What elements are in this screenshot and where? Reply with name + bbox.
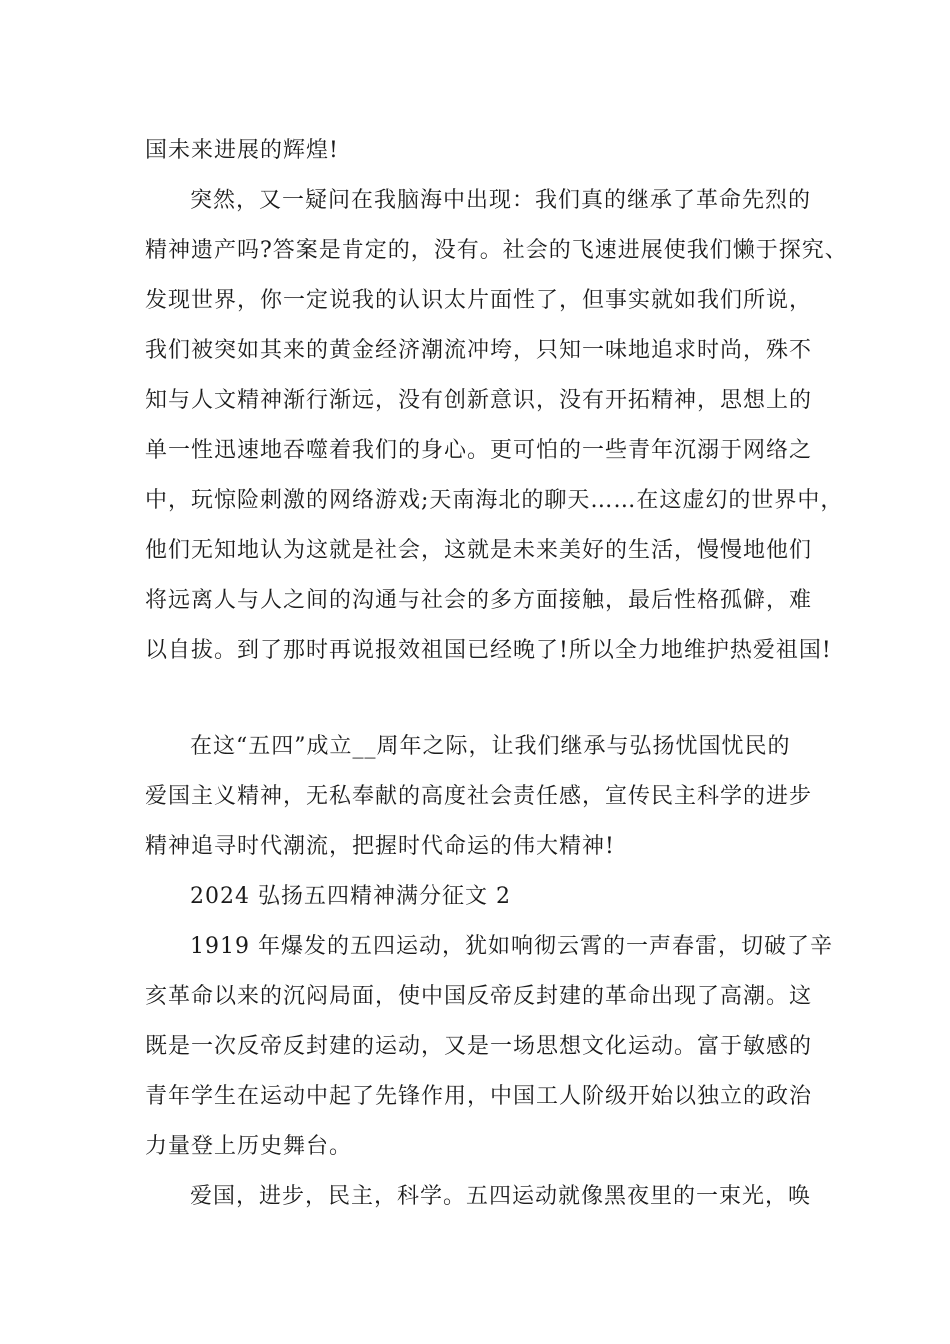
paragraph-line: 青年学生在运动中起了先锋作用，中国工人阶级开始以独立的政治 xyxy=(145,1084,813,1109)
paragraph-line: 力量登上历史舞台。 xyxy=(145,1134,353,1159)
paragraph-line: 既是一次反帝反封建的运动，又是一场思想文化运动。富于敏感的 xyxy=(145,1034,813,1059)
paragraph-line: 精神遗产吗?答案是肯定的，没有。社会的飞速进展使我们懒于探究、 xyxy=(145,238,848,263)
paragraph-line: 精神追寻时代潮流，把握时代命运的伟大精神! xyxy=(145,834,615,859)
paragraph-line: 突然，又一疑问在我脑海中出现：我们真的继承了革命先烈的 xyxy=(190,188,812,213)
paragraph-line: 爱国，进步，民主，科学。五四运动就像黑夜里的一束光，唤 xyxy=(190,1184,812,1209)
paragraph-line: 爱国主义精神，无私奉献的高度社会责任感，宣传民主科学的进步 xyxy=(145,784,813,809)
paragraph-line: 在这“五四”成立__周年之际，让我们继承与弘扬忧国忧民的 xyxy=(190,734,791,759)
paragraph-line: 中，玩惊险刺激的网络游戏;天南海北的聊天……在这虚幻的世界中， xyxy=(145,488,844,513)
section-heading: 2024 弘扬五四精神满分征文 2 xyxy=(190,884,511,909)
paragraph-line: 以自拔。到了那时再说报效祖国已经晚了!所以全力地维护热爱祖国! xyxy=(145,638,832,663)
paragraph-line: 1919 年爆发的五四运动，犹如响彻云霄的一声春雷，切破了辛 xyxy=(190,934,833,959)
paragraph-line: 单一性迅速地吞噬着我们的身心。更可怕的一些青年沉溺于网络之 xyxy=(145,438,813,463)
paragraph-line: 发现世界，你一定说我的认识太片面性了，但事实就如我们所说， xyxy=(145,288,813,313)
paragraph-line: 将远离人与人之间的沟通与社会的多方面接触，最后性格孤僻，难 xyxy=(145,588,813,613)
paragraph-line: 我们被突如其来的黄金经济潮流冲垮，只知一味地追求时尚，殊不 xyxy=(145,338,813,363)
paragraph-line: 国未来进展的辉煌! xyxy=(145,138,339,163)
paragraph-line: 亥革命以来的沉闷局面，使中国反帝反封建的革命出现了高潮。这 xyxy=(145,984,813,1009)
paragraph-line: 知与人文精神渐行渐远，没有创新意识，没有开拓精神，思想上的 xyxy=(145,388,813,413)
paragraph-line: 他们无知地认为这就是社会，这就是未来美好的生活，慢慢地他们 xyxy=(145,538,813,563)
